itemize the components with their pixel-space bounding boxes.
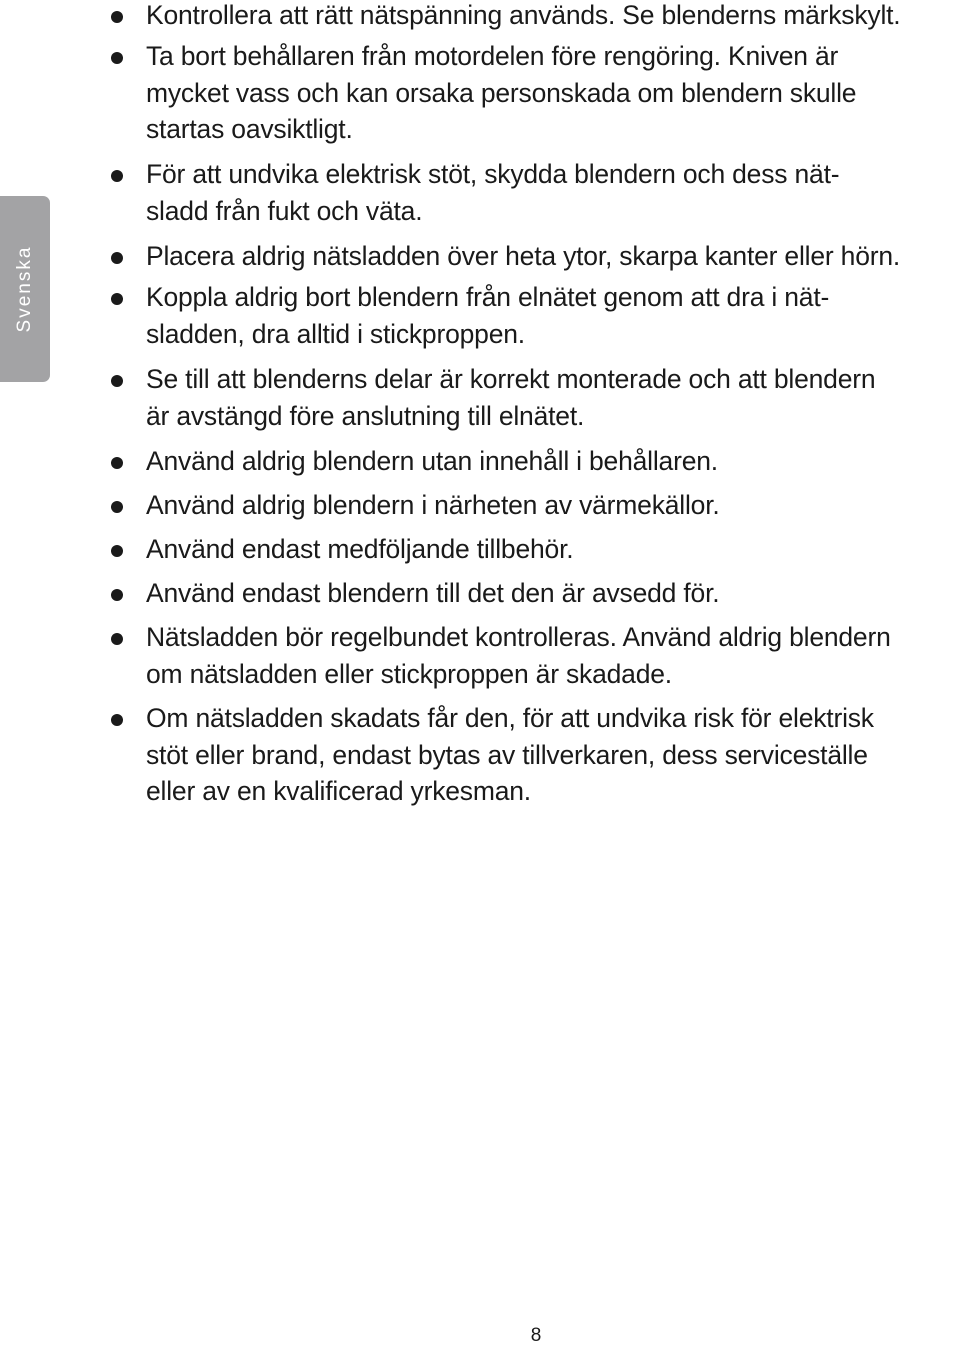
bullet-icon [111,714,123,726]
list-item-line: Kontrollera att rätt nätspänning används. Se blenderns märkskylt. [146,0,901,30]
list-item-line: Placera aldrig nätsladden över heta ytor, skarpa kanter eller hörn. [146,241,901,271]
list-item-line: sladd från fukt och väta. [146,195,423,226]
list-item-line: Se till att blenderns delar är korrekt monterade och att blendern [146,364,876,394]
bullet-icon [111,589,123,601]
list-item-text [146,575,960,612]
list-item-line: om nätsladden eller stickproppen är skadade. [146,658,672,689]
list-item-text [146,487,960,524]
language-side-tab [0,196,50,382]
list-item-text [146,0,960,34]
bullet-icon [111,375,123,387]
bullet-icon [111,52,123,64]
list-item-text [146,38,960,148]
bullet-icon [111,252,123,264]
list-item-line: Använd endast blendern till det den är avsedd för. [146,578,720,608]
list-item-line: Koppla aldrig bort blendern från elnätet genom att dra i nät- [146,282,830,312]
list-item-line: Nätsladden bör regelbundet kontrolleras. Använd aldrig blendern [146,622,891,652]
bullet-icon [111,11,123,23]
bullet-icon [111,457,123,469]
list-item-line: För att undvika elektrisk stöt, skydda blendern och dess nät- [146,159,840,189]
list-item-line: Ta bort behållaren från motordelen före rengöring. Kniven är [146,41,839,71]
list-item-line: sladden, dra alltid i stickproppen. [146,318,525,349]
page-number: 8 [530,1325,542,1346]
list-item-text [146,443,960,480]
list-item-text [146,531,960,568]
bullet-icon [111,170,123,182]
list-item-text [146,156,960,229]
list-item-text [146,619,960,692]
list-item-line: är avstängd före anslutning till elnätet. [146,400,585,431]
list-item-line: mycket vass och kan orsaka personskada om blendern skulle [146,77,857,108]
list-item-line: eller av en kvalificerad yrkesman. [146,776,531,806]
list-item-text [146,361,960,434]
list-item-text [146,238,960,275]
list-item-line: Använd aldrig blendern i närheten av värmekällor. [146,490,720,520]
list-item-line: Använd aldrig blendern utan innehåll i behållaren. [146,446,718,476]
list-item-line: startas oavsiktligt. [146,114,353,144]
language-tab-label: Svenska [14,245,35,333]
bullet-icon [111,293,123,305]
list-item-line: Använd endast medföljande tillbehör. [146,534,574,564]
list-item-text [146,700,960,810]
bullet-icon [111,501,123,513]
list-item-line: stöt eller brand, endast bytas av tillverkaren, dess serviceställe [146,739,868,770]
bullet-icon [111,545,123,557]
list-item-text [146,279,960,352]
bullet-icon [111,633,123,645]
list-item-line: Om nätsladden skadats får den, för att undvika risk för elektrisk [146,703,874,733]
